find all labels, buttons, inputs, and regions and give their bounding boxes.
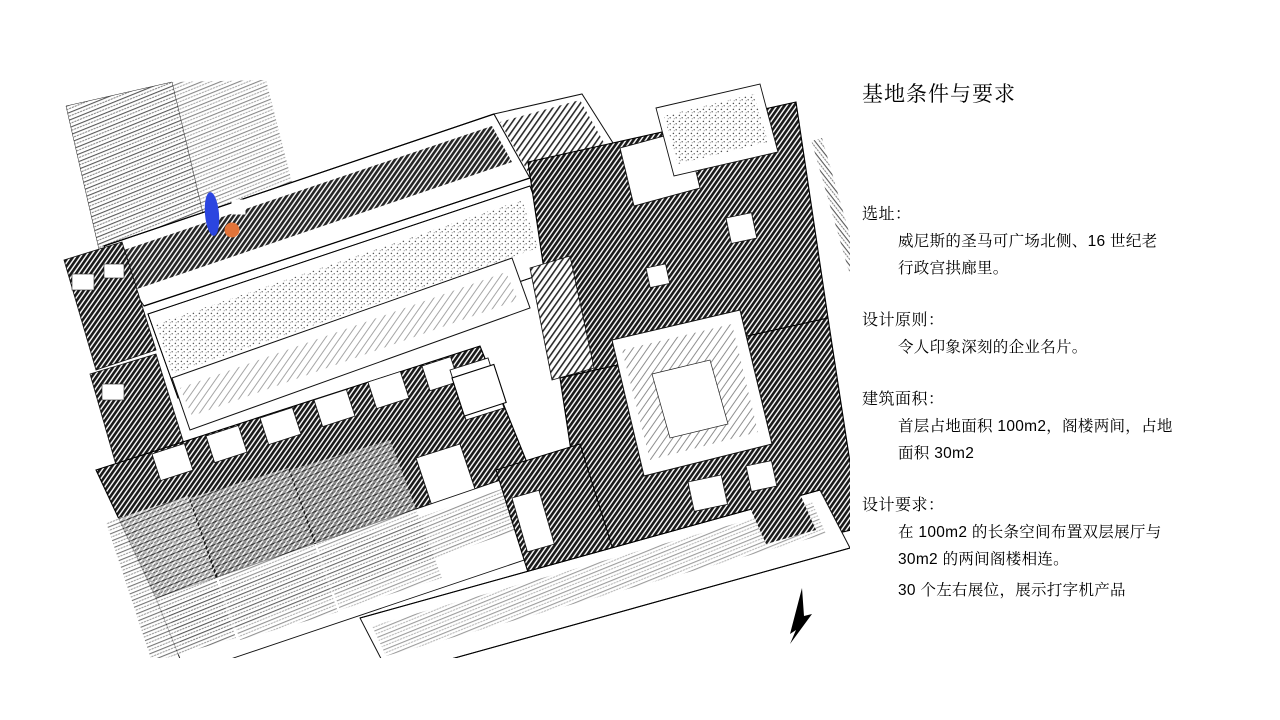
site-plan-figure [60, 78, 850, 658]
section-building-area [862, 387, 1254, 467]
section-line: 威尼斯的圣马可广场北侧、16 世纪老 [898, 233, 1158, 250]
section-body-building-area [862, 413, 1254, 467]
section-label-design-principle: 设计原则： [862, 312, 945, 329]
section-line: 令人印象深刻的企业名片。 [898, 339, 1088, 356]
section-line: 30 个左右展位，展示打字机产品 [898, 582, 1126, 599]
section-body-design-requirements [862, 519, 1254, 604]
section-body-site-selection [862, 228, 1254, 282]
section-line: 首层占地面积 100m2，阁楼两间，占地 [898, 418, 1173, 435]
north-arrow [790, 588, 812, 644]
site-marker-white [232, 200, 245, 214]
section-label-site-selection: 选址： [862, 206, 912, 223]
site-plan-drawing [60, 78, 850, 658]
section-body-design-principle [862, 334, 1254, 361]
section-design-requirements [862, 493, 1254, 604]
page-title: 基地条件与要求 [862, 83, 1016, 106]
section-label-design-requirements: 设计要求： [862, 497, 945, 514]
section-label-building-area: 建筑面积： [862, 391, 945, 408]
section-line: 面积 30m2 [898, 445, 975, 462]
section-line: 在 100m2 的长条空间布置双层展厅与 [898, 524, 1162, 541]
section-line: 行政宫拱廊里。 [898, 260, 1009, 277]
section-line: 30m2 的两间阁楼相连。 [898, 551, 1069, 568]
requirements-panel [862, 80, 1254, 680]
section-site-selection [862, 202, 1254, 282]
section-design-principle [862, 308, 1254, 361]
site-marker-orange [225, 223, 240, 238]
